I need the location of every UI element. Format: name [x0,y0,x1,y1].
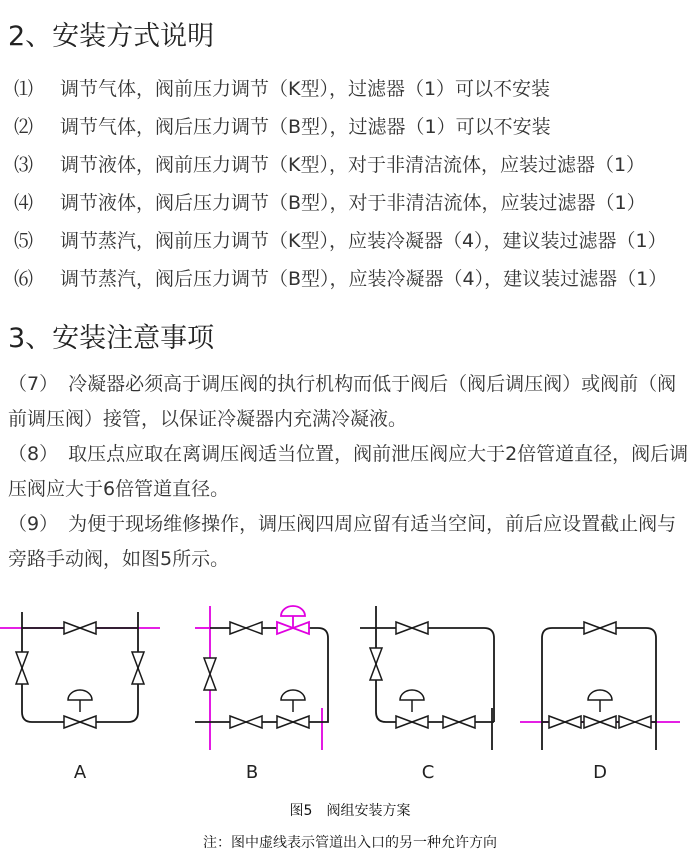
figure-caption: 图5 阀组安装方案 [289,803,411,819]
list-item [14,150,645,177]
item-number: ⑸ [14,230,34,252]
scheme-label-d: D [593,762,607,783]
item-number: （8） [8,443,59,465]
item-number: （9） [8,513,59,535]
list-item [14,226,667,253]
item-text: 调节液体，阀后压力调节（B型），对于非清洁流体，应装过滤器（1） [60,192,646,214]
note-paragraph-9 [8,507,692,577]
scheme-label-c: C [421,762,435,783]
scheme-a [0,612,160,783]
scheme-d [520,622,680,783]
item-text: 调节液体，阀前压力调节（K型），对于非清洁流体，应装过滤器（1） [60,154,646,176]
item-number: ⑷ [14,192,34,214]
note-paragraph-7 [8,367,692,437]
list-item [14,188,646,215]
section-3-title: 3、安装注意事项 [8,323,215,354]
item-number: ⑴ [14,78,34,100]
scheme-c [360,606,494,783]
item-number: （7） [8,373,59,395]
list-item [14,112,551,139]
list-item [14,74,550,101]
figure-note: 注：图中虚线表示管道出入口的另一种允许方向 [203,835,497,851]
item-text: 冷凝器必须高于调压阀的执行机构而低于阀后（阀后调压阀）或阀前（阀前调压阀）接管，以保证冷凝器内充满冷凝液。 [8,373,677,430]
item-number: ⑹ [14,268,34,290]
list-item [14,264,667,291]
note-paragraph-8 [8,437,692,507]
scheme-label-a: A [73,762,87,783]
item-text: 调节蒸汽，阀后压力调节（B型），应装冷凝器（4），建议装过滤器（1） [60,268,668,290]
item-text: 调节气体，阀后压力调节（B型），过滤器（1）可以不安装 [60,116,551,138]
scheme-b [195,606,328,783]
section-2-title: 2、安装方式说明 [8,21,215,52]
valve-group-diagram [0,590,700,800]
item-text: 调节蒸汽，阀前压力调节（K型），应装冷凝器（4），建议装过滤器（1） [60,230,667,252]
item-number: ⑶ [14,154,34,176]
item-text: 为便于现场维修操作，调压阀四周应留有适当空间，前后应设置截止阀与旁路手动阀，如图5所示。 [8,513,677,570]
item-number: ⑵ [14,116,34,138]
item-text: 取压点应取在离调压阀适当位置，阀前泄压阀应大于2倍管道直径，阀后调压阀应大于6倍管道直径。 [8,443,689,500]
item-text: 调节气体，阀前压力调节（K型），过滤器（1）可以不安装 [60,78,551,100]
scheme-label-b: B [245,762,259,783]
